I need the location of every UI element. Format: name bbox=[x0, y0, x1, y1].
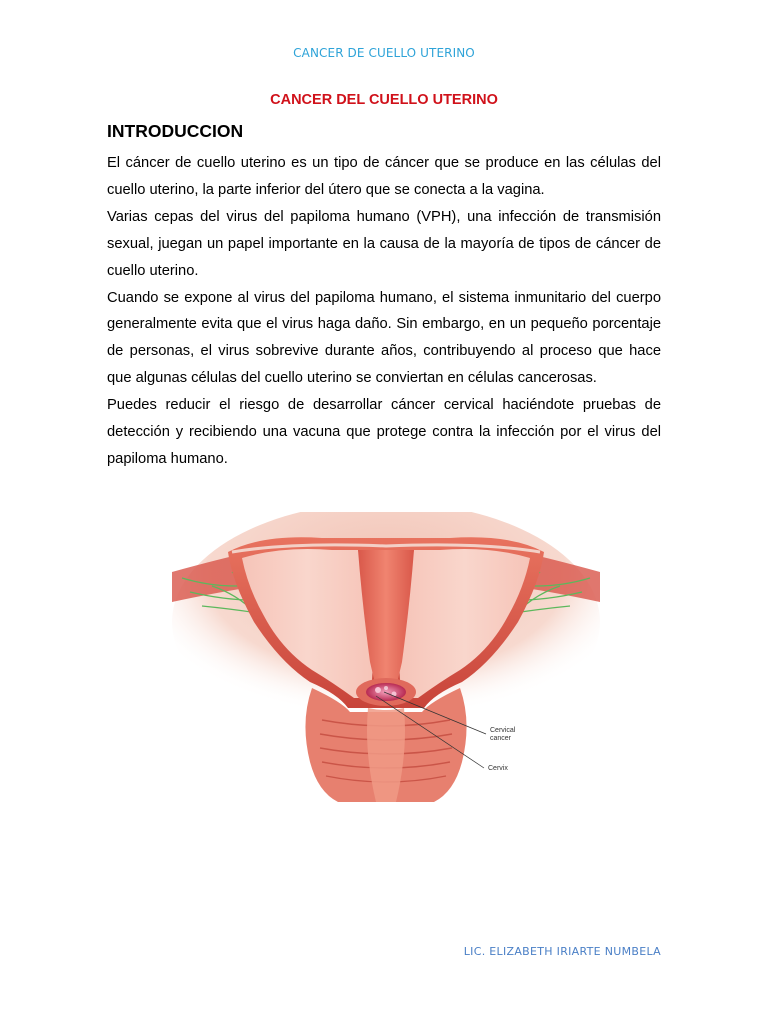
lesion-spot bbox=[375, 687, 381, 693]
lesion-spot bbox=[384, 686, 388, 690]
cervix-illustration-svg bbox=[172, 512, 600, 802]
running-header: CANCER DE CUELLO UTERINO bbox=[293, 46, 475, 60]
section-heading-introduction: INTRODUCCION bbox=[107, 121, 244, 141]
label-cervical-cancer-line1: Cervical bbox=[490, 727, 516, 734]
label-cervix: Cervix bbox=[488, 765, 508, 772]
paragraph: Puedes reducir el riesgo de desarrollar cáncer cervical haciéndote pruebas de detección y recibiendo una vacuna que protege contra la infección por el virus del papiloma humano. bbox=[107, 397, 661, 467]
author-footer: LIC. ELIZABETH IRIARTE NUMBELA bbox=[463, 945, 661, 958]
paragraph: Cuando se expone al virus del papiloma humano, el sistema inmunitario del cuerpo generalmente evita que el virus haga daño. Sin embargo, en un pequeño porcentaje de personas, el virus sobrevive durante años, contribuyendo al proceso que hace que algunas células del cuello uterino se conviertan en células cancerosas. bbox=[107, 289, 661, 387]
paragraph: Varias cepas del virus del papiloma humano (VPH), una infección de transmisión sexual, juegan un papel importante en la causa de la mayoría de tipos de cáncer de cuello uterino. bbox=[107, 208, 661, 279]
label-cervical-cancer-line2: cancer bbox=[490, 735, 512, 742]
cervix-illustration bbox=[172, 512, 600, 802]
paragraph: El cáncer de cuello uterino es un tipo de cáncer que se produce en las células del cuello uterino, la parte inferior del útero que se conecta a la vagina. bbox=[107, 155, 661, 198]
document-title: CANCER DEL CUELLO UTERINO bbox=[270, 92, 498, 108]
body-text bbox=[107, 150, 661, 473]
